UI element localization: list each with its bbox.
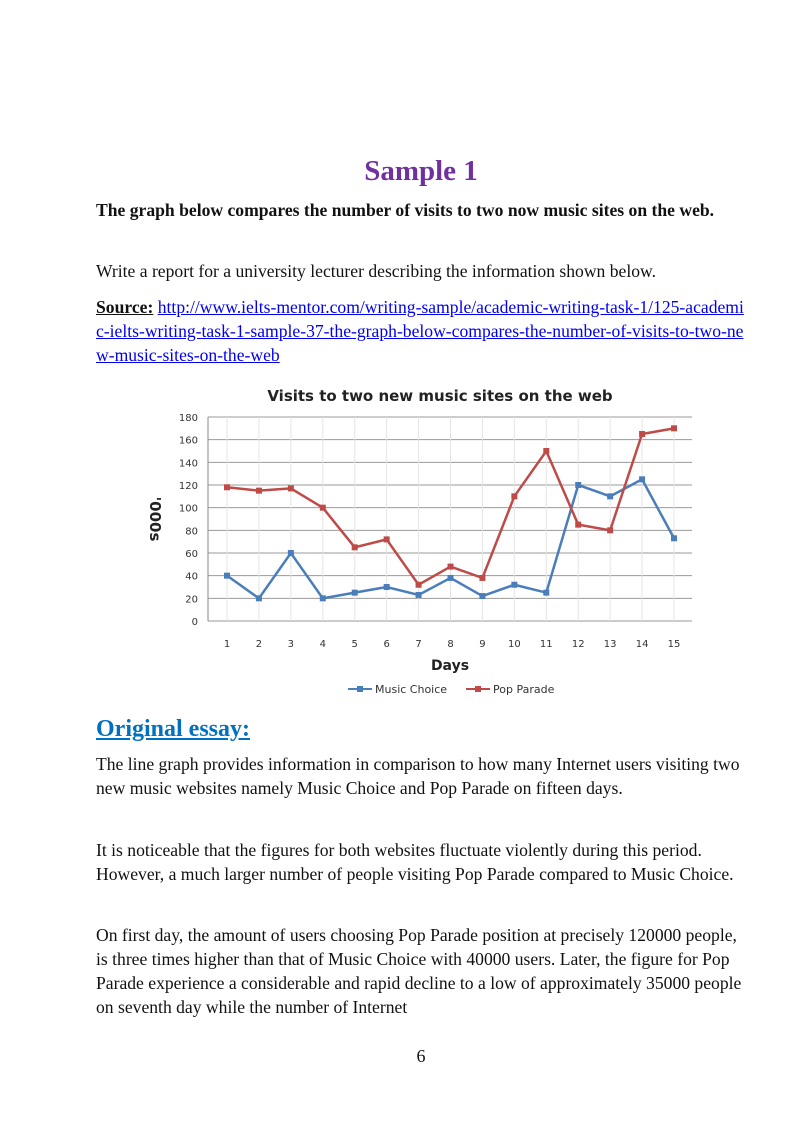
data-point (543, 590, 549, 596)
data-point (288, 550, 294, 556)
sample-title: Sample 1 (364, 155, 478, 187)
x-tick-label: 9 (479, 639, 486, 650)
x-tick-label: 2 (255, 639, 263, 650)
x-tick-label: 14 (635, 639, 649, 650)
x-tick-label: 4 (319, 639, 326, 650)
data-point (479, 575, 485, 581)
data-point (639, 476, 645, 482)
y-tick-label: 20 (185, 594, 198, 606)
data-point (416, 592, 422, 598)
data-point (671, 425, 677, 431)
x-tick-label: 15 (667, 639, 681, 650)
data-point (448, 575, 454, 581)
y-tick-label: 80 (185, 526, 198, 538)
x-tick-label: 11 (539, 639, 553, 650)
x-tick-label: 6 (383, 639, 390, 650)
y-tick-label: 100 (178, 503, 198, 515)
x-tick-label: 13 (603, 639, 617, 650)
data-point (543, 448, 549, 454)
data-point (575, 522, 581, 528)
y-tick-label: 60 (185, 549, 198, 560)
y-tick-label: 160 (178, 435, 198, 447)
essay-heading: Original essay: (96, 716, 250, 742)
source-link[interactable]: http://www.ielts-mentor.com/writing-sample/academic-writing-task-1/125-academic-ielts-writing-task-1-sample-37-the-graph-below-compares-the-number-of-visits-to-two-new-music-sites-on-the-web (96, 297, 744, 365)
x-tick-label: 1 (223, 639, 231, 650)
data-point (320, 595, 326, 601)
data-point (511, 493, 517, 499)
x-tick-label: 5 (351, 639, 358, 650)
y-tick-label: 180 (178, 413, 198, 424)
data-point (384, 536, 390, 542)
data-point (479, 593, 485, 599)
data-point (256, 595, 262, 601)
y-tick-label: 120 (178, 481, 198, 492)
x-tick-label: 8 (447, 639, 454, 650)
data-point (639, 431, 645, 437)
legend-marker (475, 686, 481, 692)
x-tick-label: 7 (415, 639, 422, 650)
y-tick-label: 140 (178, 458, 198, 470)
data-point (671, 535, 677, 541)
data-point (607, 527, 613, 533)
y-axis-label: '000s (146, 496, 164, 542)
x-tick-label: 10 (507, 639, 521, 650)
task-question: The graph below compares the number of visits to two now music sites on the web. (96, 200, 715, 220)
source-label: Source: (96, 297, 154, 317)
data-point (416, 582, 422, 588)
data-point (448, 564, 454, 570)
data-point (224, 573, 230, 579)
data-point (320, 505, 326, 511)
data-point (511, 582, 517, 588)
essay-paragraph: It is noticeable that the figures for both websites fluctuate violently during this period. However, a much larger number of people visiting Pop Parade compared to Music Choice. (96, 840, 734, 884)
data-point (224, 484, 230, 490)
data-point (384, 584, 390, 590)
y-tick-label: 0 (191, 617, 198, 628)
x-tick-label: 12 (571, 639, 585, 650)
data-point (288, 485, 294, 491)
data-point (575, 482, 581, 488)
legend-label: Music Choice (375, 683, 448, 696)
legend-label: Pop Parade (493, 683, 555, 696)
x-tick-label: 3 (287, 639, 295, 650)
page-number: 6 (416, 1046, 426, 1066)
essay-paragraph: On first day, the amount of users choosing Pop Parade position at precisely 120000 people, is three times higher than that of Music Choice with 40000 users. Later, the figure for Pop Parade experience a considerable and rapid decline to a low of approximately 35000 people on seventh day while the number of Internet (96, 925, 742, 1017)
essay-paragraph: The line graph provides information in comparison to how many Internet users visiting two new music websites namely Music Choice and Pop Parade on fifteen days. (96, 754, 740, 798)
data-point (607, 493, 613, 499)
chart-title: Visits to two new music sites on the web (267, 387, 613, 405)
source-line (96, 295, 746, 367)
task-instruction: Write a report for a university lecturer describing the information shown below. (96, 261, 656, 281)
x-axis-label: Days (430, 658, 470, 674)
legend-marker (357, 686, 363, 692)
line-chart (140, 380, 700, 700)
data-point (352, 544, 358, 550)
data-point (352, 590, 358, 596)
data-point (256, 488, 262, 494)
y-tick-label: 40 (185, 571, 198, 583)
